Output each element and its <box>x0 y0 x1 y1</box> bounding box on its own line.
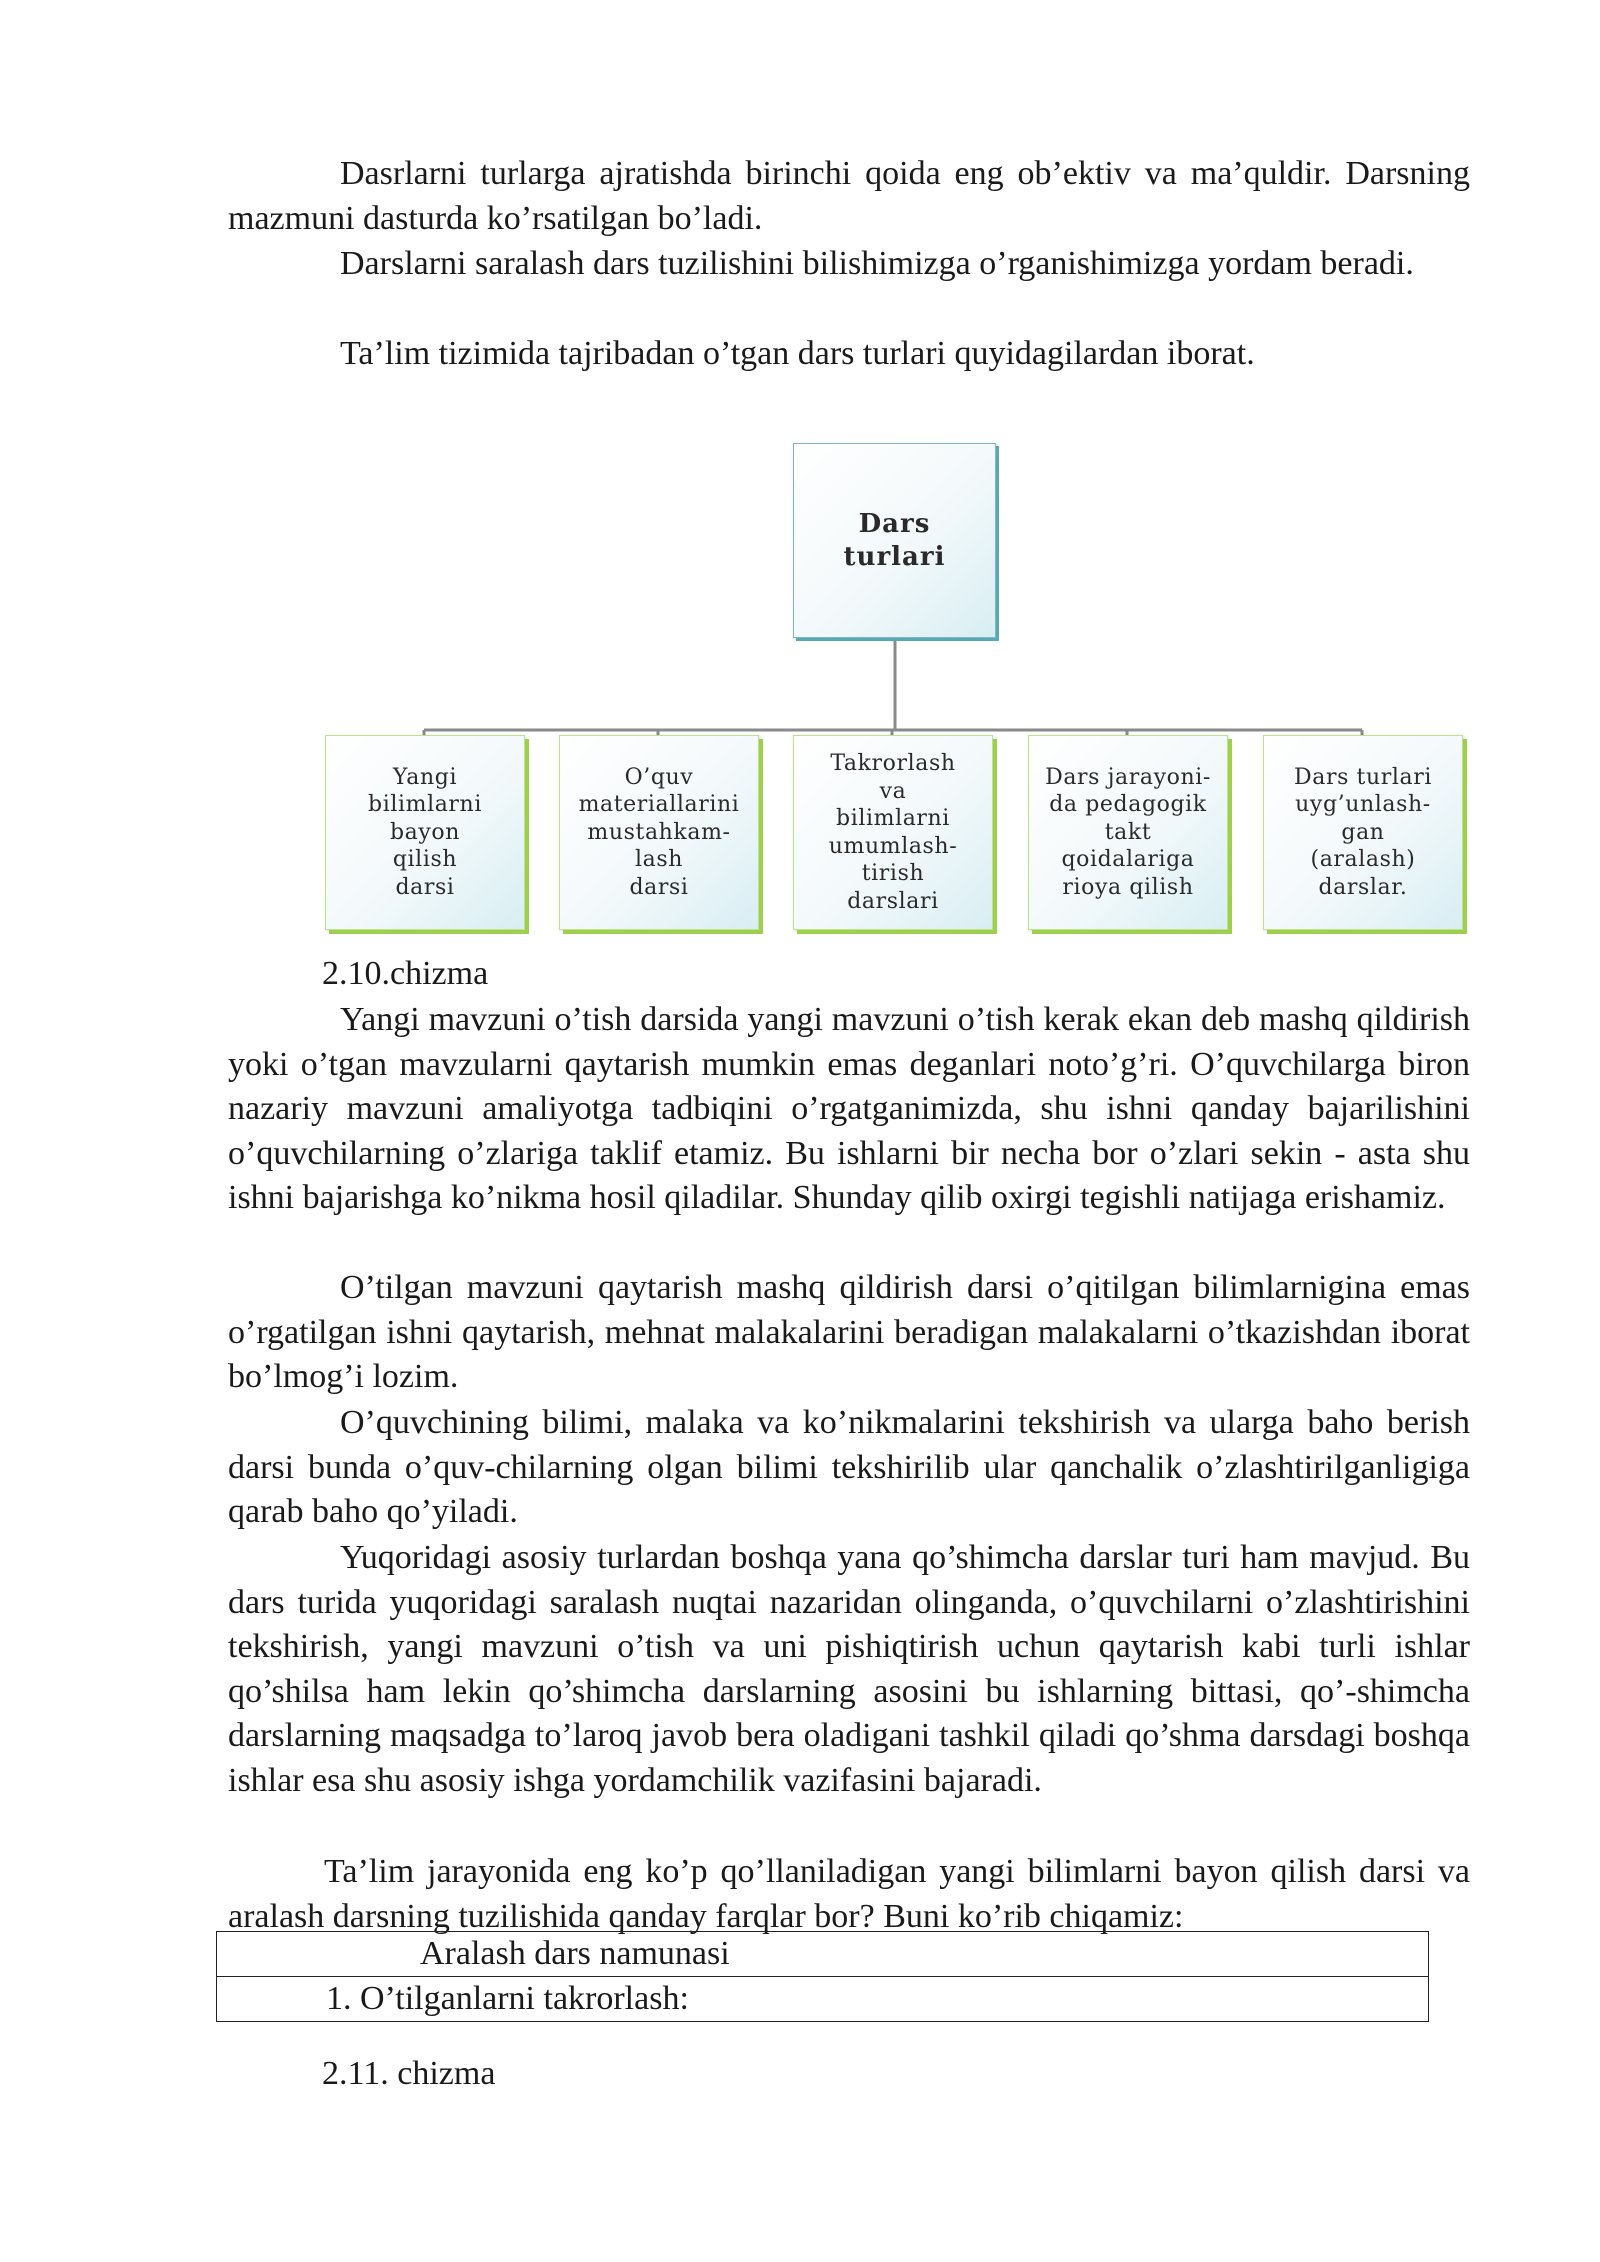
table-cell: 1. O’tilganlarni takrorlash: <box>217 1977 1429 2022</box>
diagram-child-node: Yangi bilimlarni bayon qilish darsi <box>325 735 525 930</box>
paragraph: Ta’lim jarayonida eng ko’p qo’llaniladigan yangi bilimlarni bayon qilish darsi va aralash darsning tuzilishida qanday farqlar bor? Buni ko’rib chiqamiz: <box>228 1853 1470 1935</box>
diagram-child-node: Dars turlari uyg’unlash- gan (aralash) darslar. <box>1263 735 1463 930</box>
paragraph: Dasrlarni turlarga ajratishda birinchi qoida eng ob’ektiv va ma’quldir. Darsning mazmuni dasturda ko’rsatilgan bo’ladi. <box>228 155 1470 237</box>
paragraph: Darslarni saralash dars tuzilishini bilishimizga o’rganishimizga yordam beradi. <box>340 245 1414 282</box>
table-row <box>217 1977 1429 2022</box>
table-cell: Aralash dars namunasi <box>217 1932 1429 1977</box>
diagram-root-node: Dars turlari <box>793 443 996 638</box>
figure-caption: 2.11. chizma <box>322 2055 496 2092</box>
figure-caption: 2.10.chizma <box>322 955 489 992</box>
diagram-child-node: Dars jarayoni- da pedagogik takt qoidalariga rioya qilish <box>1028 735 1228 930</box>
sample-table <box>216 1931 1429 2022</box>
table-row <box>217 1932 1429 1977</box>
diagram-child-node: Takrorlash va bilimlarni umumlash- tirish darslari <box>793 735 993 930</box>
paragraph: Yangi mavzuni o’tish darsida yangi mavzuni o’tish kerak ekan deb mashq qildirish yoki o’tgan mavzularni qaytarish mumkin emas deganlari noto’g’ri. O’quvchilarga biron nazariy mavzuni amaliyotga tadbiqini o’rgatganimizda, shu ishni qanday bajarilishini o’quvchilarning o’zlariga taklif etamiz. Bu ishlarni bir necha bor o’zlari sekin - asta shu ishni bajarishga ko’nikma hosil qiladilar. Shunday qilib oxirgi tegishli natijaga erishamiz. <box>228 1001 1470 1216</box>
diagram-child-node: O’quv materiallarini mustahkam- lash darsi <box>559 735 759 930</box>
paragraph: Yuqoridagi asosiy turlardan boshqa yana qo’shimcha darslar turi ham mavjud. Bu dars turida yuqoridagi saralash nuqtai nazaridan olinganda, o’quvchilarni o’zlashtirishini tekshirish, yangi mavzuni o’tish va uni pishiqtirish uchun qaytarish kabi turli ishlar qo’shilsa ham lekin qo’shimcha darslarning asosini bu ishlarning bittasi, qo’-shimcha darslarning maqsadga to’laroq javob bera oladigani tashkil qiladi qo’shma darsdagi boshqa ishlar esa shu asosiy ishga yordamchilik vazifasini bajaradi. <box>228 1539 1470 1799</box>
paragraph: O’quvchining bilimi, malaka va ko’nikmalarini tekshirish va ularga baho berish darsi bunda o’quv-chilarning olgan bilimi tekshirilib ular qanchalik o’zlashtirilganligiga qarab baho qo’yiladi. <box>228 1404 1470 1530</box>
paragraph: O’tilgan mavzuni qaytarish mashq qildirish darsi o’qitilgan bilimlarnigina emas o’rgatilgan ishni qaytarish, mehnat malakalarini beradigan malakalarni o’tkazishdan iborat bo’lmog’i lozim. <box>228 1269 1470 1395</box>
paragraph: Ta’lim tizimida tajribadan o’tgan dars turlari quyidagilardan iborat. <box>340 335 1255 372</box>
